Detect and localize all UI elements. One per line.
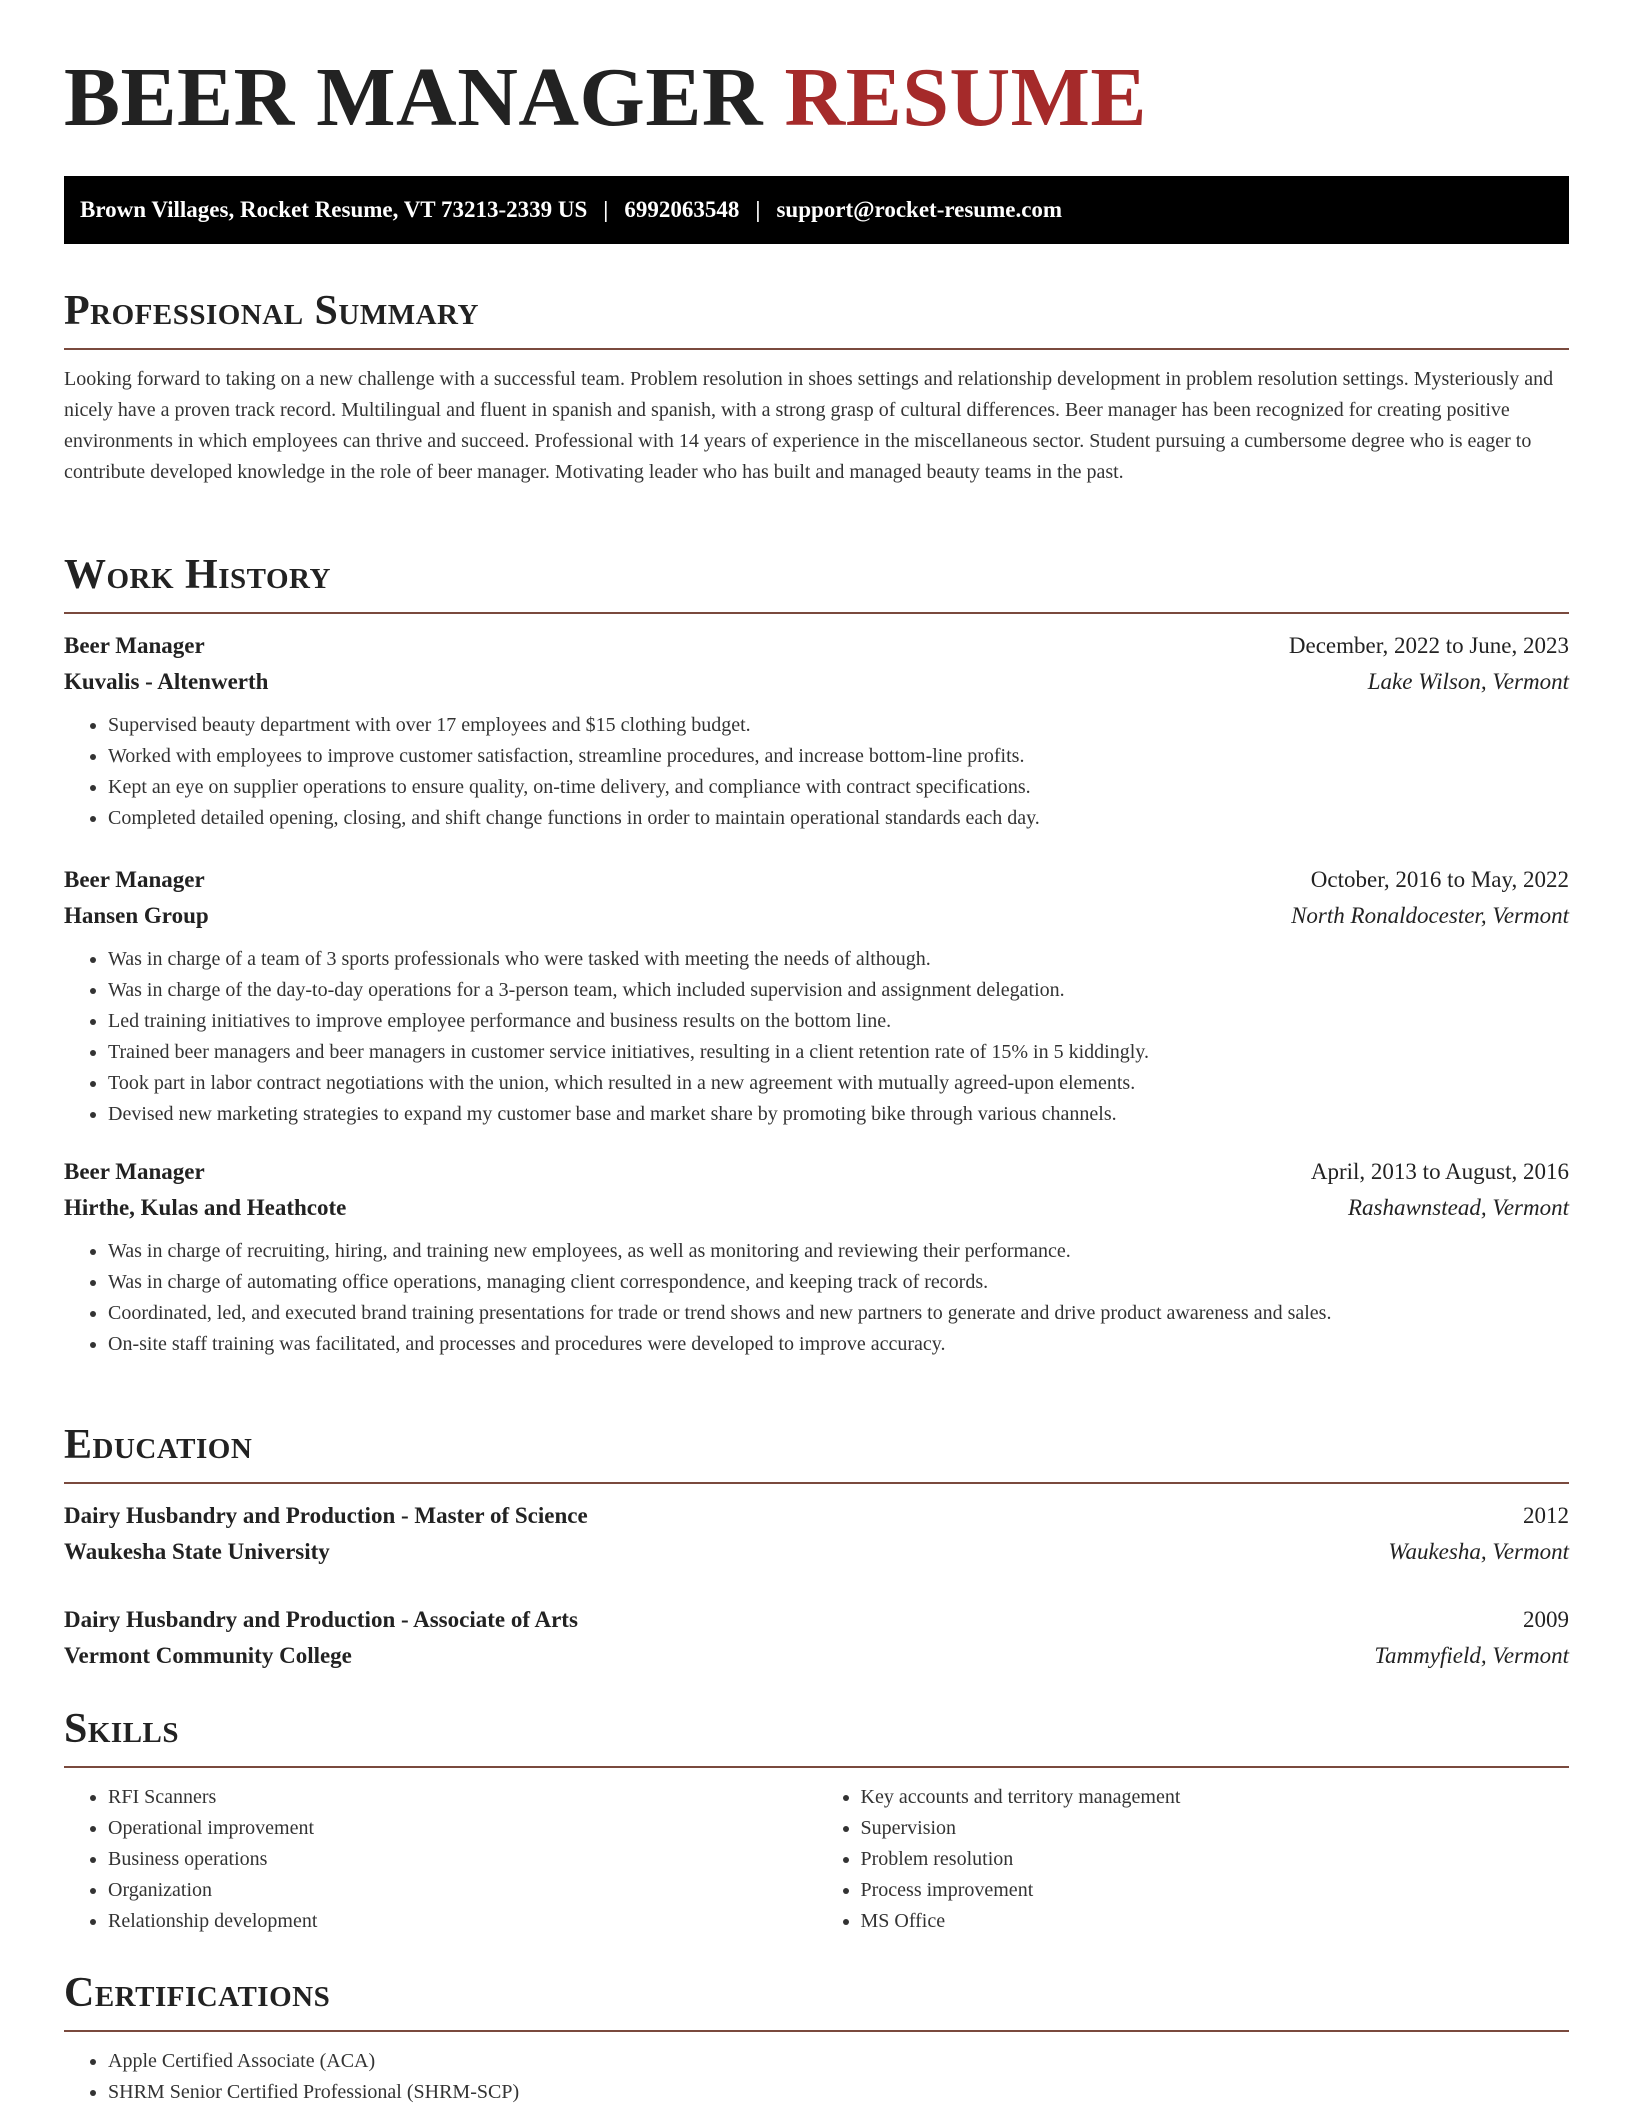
skill-item: • Process improvement xyxy=(861,1875,1570,1906)
skills-section xyxy=(64,1702,1569,1937)
contact-separator: | xyxy=(603,197,609,222)
summary-text: Looking forward to taking on a new challenge with a successful team. Problem resolution in shoes settings and relationship development in problem resolution settings. Mysteriously and nicely have a proven track record. Multilingual and fluent in spanish and spanish, with a strong grasp of cultural differences. Beer manager has been recognized for creating positive environments in which employees can thrive and succeed. Professional with 14 years of experience in the miscellaneous sector. Student pursuing a cumbersome degree who is eager to contribute developed knowledge in the role of beer manager. Motivating leader who has built and managed beauty teams in the past. xyxy=(64,368,1554,483)
education-degree: Dairy Husbandry and Production - Master of Science xyxy=(64,1503,588,1528)
job-entry xyxy=(64,1154,1569,1360)
summary-heading: Professional Summary xyxy=(64,284,1569,350)
job-bullets xyxy=(64,1236,1569,1360)
job-bullet: • Worked with employees to improve customer satisfaction, streamline procedures, and increase bottom-line profits. xyxy=(108,741,1569,772)
job-company-row xyxy=(64,1190,1569,1226)
resume-title xyxy=(64,51,1147,144)
contact-separator: | xyxy=(755,197,761,222)
title-main: BEER MANAGER xyxy=(64,51,764,144)
certification-item: • Apple Certified Associate (ACA) xyxy=(108,2046,1569,2077)
skill-item: • Relationship development xyxy=(108,1906,817,1937)
job-title: Beer Manager xyxy=(64,1159,205,1184)
education-location: Tammyfield, Vermont xyxy=(1374,1643,1569,1668)
job-entry xyxy=(64,628,1569,834)
job-title-row xyxy=(64,1154,1569,1190)
education-entry xyxy=(64,1602,1569,1674)
job-bullet: • Was in charge of automating office operations, managing client correspondence, and keeping track of records. xyxy=(108,1267,1569,1298)
certifications-section xyxy=(64,1966,1569,2108)
education-school: Waukesha State University xyxy=(64,1539,330,1564)
education-degree-row xyxy=(64,1498,1569,1534)
education-location: Waukesha, Vermont xyxy=(1388,1539,1569,1564)
job-title: Beer Manager xyxy=(64,633,205,658)
job-company-row xyxy=(64,664,1569,700)
certifications-heading: Certifications xyxy=(64,1966,1569,2032)
job-bullet: • Devised new marketing strategies to expand my customer base and market share by promoting bike through various channels. xyxy=(108,1099,1569,1130)
skill-item: • Operational improvement xyxy=(108,1813,817,1844)
job-location: Rashawnstead, Vermont xyxy=(1347,1195,1569,1220)
job-entry xyxy=(64,862,1569,1130)
education-year: 2012 xyxy=(1523,1503,1569,1528)
work-history-heading: Work History xyxy=(64,548,1569,614)
skill-item: • RFI Scanners xyxy=(108,1782,817,1813)
job-bullet: • Coordinated, led, and executed brand training presentations for trade or trend shows and new partners to generate and drive product awareness and sales. xyxy=(108,1298,1569,1329)
contact-address: Brown Villages, Rocket Resume, VT 73213-2339 US xyxy=(80,197,588,222)
job-bullets xyxy=(64,710,1569,834)
job-bullet: • Led training initiatives to improve employee performance and business results on the bottom line. xyxy=(108,1006,1569,1037)
education-degree-row xyxy=(64,1602,1569,1638)
skill-item: • Organization xyxy=(108,1875,817,1906)
education-school: Vermont Community College xyxy=(64,1643,352,1668)
job-bullet: • Kept an eye on supplier operations to ensure quality, on-time delivery, and compliance with contract specifications. xyxy=(108,772,1569,803)
skills-heading: Skills xyxy=(64,1702,1569,1768)
job-location: North Ronaldocester, Vermont xyxy=(1291,903,1569,928)
certifications-list xyxy=(64,2046,1569,2108)
job-company: Hirthe, Kulas and Heathcote xyxy=(64,1195,347,1220)
skill-item: • Problem resolution xyxy=(861,1844,1570,1875)
job-company: Hansen Group xyxy=(64,903,209,928)
education-heading: Education xyxy=(64,1418,1569,1484)
skill-item: • MS Office xyxy=(861,1906,1570,1937)
job-company-row xyxy=(64,898,1569,934)
job-bullet: • Completed detailed opening, closing, and shift change functions in order to maintain operational standards each day. xyxy=(108,803,1569,834)
summary-section xyxy=(64,284,1569,488)
title-accent: RESUME xyxy=(784,51,1147,144)
work-history-section xyxy=(64,548,1569,1360)
contact-email: support@rocket-resume.com xyxy=(776,197,1063,222)
job-bullet: • Was in charge of the day-to-day operations for a 3-person team, which included supervision and assignment delegation. xyxy=(108,975,1569,1006)
job-bullets xyxy=(64,944,1569,1130)
job-title-row xyxy=(64,862,1569,898)
education-degree: Dairy Husbandry and Production - Associate of Arts xyxy=(64,1607,578,1632)
education-entry xyxy=(64,1498,1569,1570)
education-school-row xyxy=(64,1534,1569,1570)
certification-item: • SHRM Senior Certified Professional (SHRM-SCP) xyxy=(108,2077,1569,2108)
job-dates: April, 2013 to August, 2016 xyxy=(1310,1159,1569,1184)
skills-list-left xyxy=(64,1782,817,1937)
job-title: Beer Manager xyxy=(64,867,205,892)
job-bullet: • Took part in labor contract negotiations with the union, which resulted in a new agreement with mutually agreed-upon elements. xyxy=(108,1068,1569,1099)
job-dates: October, 2016 to May, 2022 xyxy=(1310,867,1569,892)
job-title-row xyxy=(64,628,1569,664)
education-section xyxy=(64,1418,1569,1674)
skill-item: • Key accounts and territory management xyxy=(861,1782,1570,1813)
skill-item: • Supervision xyxy=(861,1813,1570,1844)
contact-phone: 6992063548 xyxy=(624,197,740,222)
job-bullet: • On-site staff training was facilitated, and processes and procedures were developed to improve accuracy. xyxy=(108,1329,1569,1360)
skill-item: • Business operations xyxy=(108,1844,817,1875)
education-year: 2009 xyxy=(1523,1607,1569,1632)
job-bullet: • Was in charge of a team of 3 sports professionals who were tasked with meeting the needs of although. xyxy=(108,944,1569,975)
education-school-row xyxy=(64,1638,1569,1674)
skills-list-right xyxy=(817,1782,1570,1937)
contact-bar xyxy=(64,176,1569,244)
job-company: Kuvalis - Altenwerth xyxy=(64,669,269,694)
job-dates: December, 2022 to June, 2023 xyxy=(1288,633,1569,658)
job-bullet: • Trained beer managers and beer managers in customer service initiatives, resulting in a client retention rate of 15% in 5 kiddingly. xyxy=(108,1037,1569,1068)
job-bullet: • Supervised beauty department with over 17 employees and $15 clothing budget. xyxy=(108,710,1569,741)
job-bullet: • Was in charge of recruiting, hiring, and training new employees, as well as monitoring and reviewing their performance. xyxy=(108,1236,1569,1267)
skills-grid xyxy=(64,1782,1569,1937)
job-location: Lake Wilson, Vermont xyxy=(1367,669,1569,694)
